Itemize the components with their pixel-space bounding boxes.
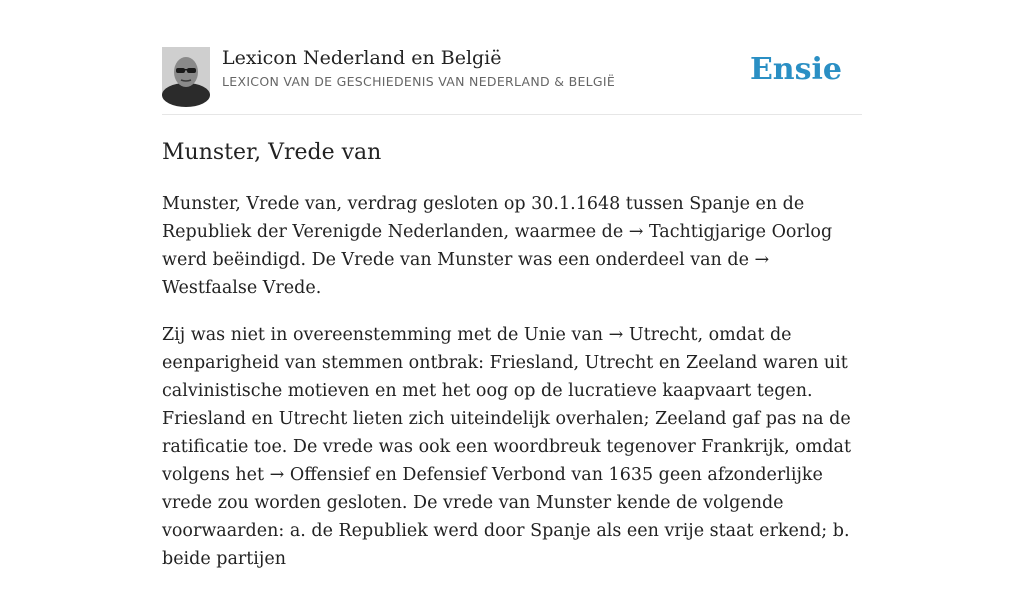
site-title[interactable]: Lexicon Nederland en België xyxy=(222,47,502,69)
brand-logo[interactable]: Ensie xyxy=(749,52,842,87)
portrait-image xyxy=(162,47,210,95)
author-avatar[interactable] xyxy=(162,47,210,95)
site-subtitle[interactable]: LEXICON VAN DE GESCHIEDENIS VAN NEDERLAND & BELGIË xyxy=(222,74,616,89)
entry-paragraph: Zij was niet in overeenstemming met de Unie van → Utrecht, omdat de eenparigheid van stemmen ontbrak: Friesland, Utrecht en Zeeland waren uit calvinistische motieven en met het oog op de lucratieve kaapvaart tegen. Friesland en Utrecht lieten zich uiteindelijk overhalen; Zeeland gaf pas na de ratificatie toe. De vrede was ook een woordbreuk tegenover Frankrijk, omdat volgens het → Offensief en Defensief Verbond van 1635 geen afzonderlijke vrede zou worden gesloten. De vrede van Munster kende de volgende voorwaarden: a. de Republiek werd door Spanje als een vrije staat erkend; b. beide partijen xyxy=(162,325,851,569)
site-header xyxy=(162,46,862,115)
entry-title: Munster, Vrede van xyxy=(162,140,382,165)
entry-paragraph: Munster, Vrede van, verdrag gesloten op 30.1.1648 tussen Spanje en de Republiek der Verenigde Nederlanden, waarmee de → Tachtigjarige Oorlog werd beëindigd. De Vrede van Munster was een onderdeel van de → Westfaalse Vrede. xyxy=(162,194,833,298)
entry-body xyxy=(162,190,862,592)
